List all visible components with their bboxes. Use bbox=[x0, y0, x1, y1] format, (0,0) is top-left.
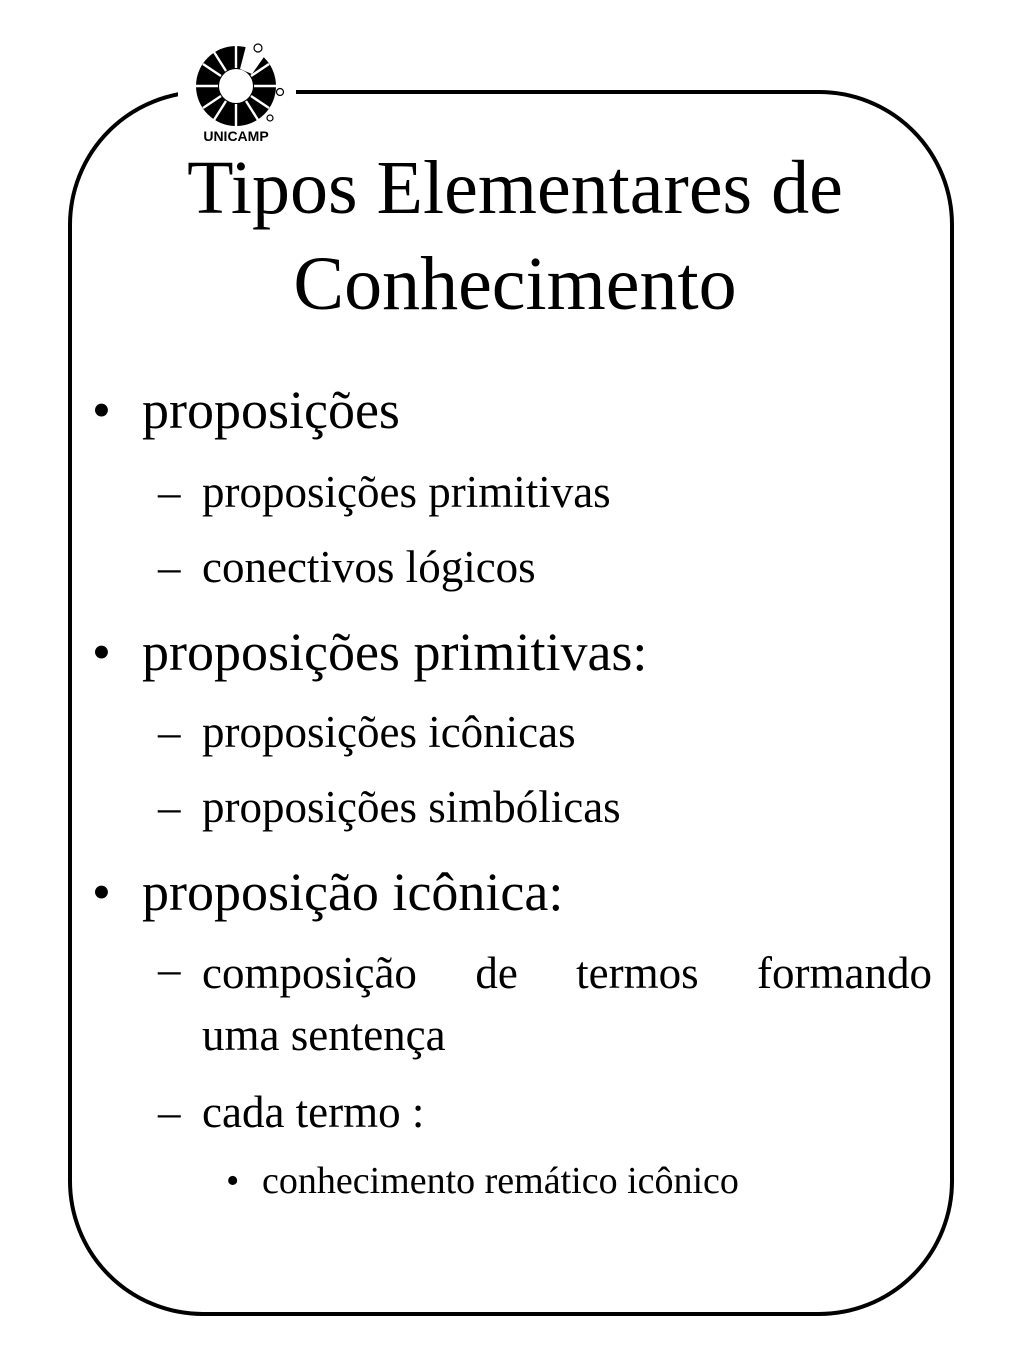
title-line-1: Tipos Elementares de bbox=[187, 146, 843, 230]
sub-list-item-text: proposições simbólicas bbox=[202, 782, 621, 832]
sub-list-item-text bbox=[202, 942, 932, 1066]
sub-list-item-text: conectivos lógicos bbox=[202, 542, 536, 592]
list-item-text: proposições primitivas: bbox=[142, 622, 648, 682]
dash-mark: – bbox=[158, 707, 181, 757]
bullet-mark: • bbox=[92, 622, 111, 682]
sub-list-item-text: proposições icônicas bbox=[202, 707, 576, 757]
unicamp-logo bbox=[190, 42, 290, 147]
sub-list-item-text: proposições primitivas bbox=[202, 467, 611, 517]
list-item-text: proposição icônica: bbox=[142, 862, 564, 922]
bullet-mark: • bbox=[92, 380, 111, 440]
slide-title bbox=[80, 140, 950, 332]
unicamp-logo-icon bbox=[190, 42, 290, 130]
bullet-mark: • bbox=[92, 862, 111, 922]
dash-mark: – bbox=[158, 782, 181, 832]
title-line-2: Conhecimento bbox=[293, 242, 737, 326]
dash-mark: – bbox=[158, 467, 181, 517]
sub-list-item-text: cada termo : bbox=[202, 1087, 425, 1137]
sub-list-item-text-line-2: uma sentença bbox=[202, 1010, 446, 1060]
dash-mark: – bbox=[158, 944, 181, 994]
bullet-mark: • bbox=[226, 1160, 240, 1202]
dash-mark: – bbox=[158, 542, 181, 592]
dash-mark: – bbox=[158, 1087, 181, 1137]
list-item-text: proposições bbox=[142, 380, 400, 440]
sub-sub-list-item-text: conhecimento remático icônico bbox=[262, 1160, 739, 1202]
logo-text: UNICAMP bbox=[203, 128, 269, 144]
sub-list-item-text-line-1: composição de termos formando bbox=[202, 948, 932, 998]
